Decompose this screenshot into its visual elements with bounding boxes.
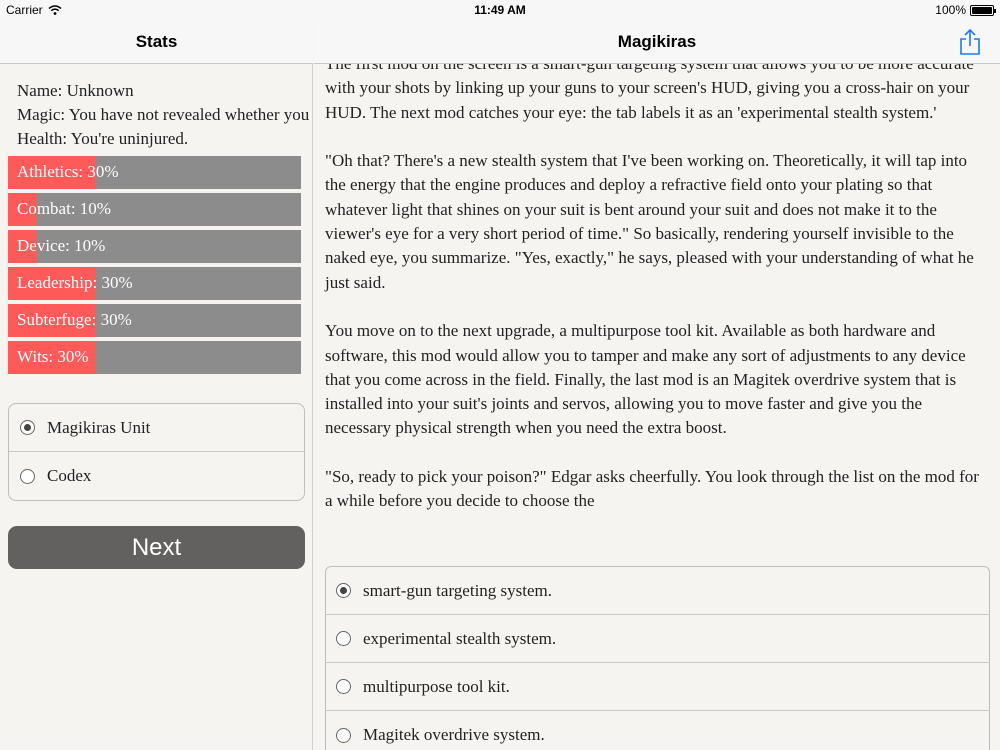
stats-title: Stats: [135, 32, 178, 51]
stat-label: Athletics: 30%: [17, 162, 119, 181]
battery-icon: [970, 5, 994, 16]
choice-label: experimental stealth system.: [363, 628, 557, 648]
stat-label: Wits: 30%: [17, 347, 89, 366]
stat-label: Combat: 10%: [17, 199, 111, 218]
choice-label: smart-gun targeting system.: [363, 580, 553, 600]
story-paragraph: "Oh that? There's a new stealth system that I've been working on. Theoretically, it will tap into the energy that the engine produces and deploy a refractive field onto your plating so that whatever light that shines on your suit is bent around your suit and does not make it to the viewer's eye for a very short period of time." So basically, rendering yourself invisible to the naked eye, you summarize. "Yes, exactly," he says, pleased with your understanding of what he just said.: [325, 151, 974, 292]
choice-label: multipurpose tool kit.: [363, 676, 510, 696]
radio-button-icon[interactable]: [336, 583, 351, 598]
stat-label: Device: 10%: [17, 236, 106, 255]
story-paragraph: with your shots by linking up your guns to your screen's HUD, giving you a cross-hair on your HUD. The next mod catches your eye: the tab labels it as an 'experimental stealth system.': [325, 78, 970, 122]
magic-line: Magic: You have not revealed whether you: [17, 105, 310, 124]
stat-bar-combat: [8, 193, 301, 226]
clock: 11:49 AM: [474, 3, 526, 17]
stat-label: Leadership: 30%: [17, 273, 133, 292]
story-nav-bar: [314, 20, 1000, 64]
option-magikiras-unit[interactable]: [9, 404, 304, 452]
story-text: [325, 52, 990, 538]
status-bar: [0, 0, 1000, 20]
stat-bar-athletics: [8, 156, 301, 189]
stat-bar-device: [8, 230, 301, 263]
story-pane: [314, 0, 1000, 750]
choice-smart-gun[interactable]: [326, 567, 989, 615]
story-paragraph: You move on to the next upgrade, a multipurpose tool kit. Available as both hardware and software, this mod would allow you to tamper and make any sort of adjustments to any device that you come across in the field. Finally, the last mod is an Magitek overdrive system that is installed into your suit's joints and servos, allowing you to move faster and give you the necessary physical strength when you need the extra boost.: [325, 321, 966, 438]
radio-button-icon[interactable]: [336, 679, 351, 694]
stats-view-options: [8, 403, 305, 501]
stat-label: Subterfuge: 30%: [17, 310, 132, 329]
name-line: Name: Unknown: [17, 81, 134, 100]
stat-bars: [8, 156, 301, 378]
stat-bar-leadership: [8, 267, 301, 300]
choice-stealth[interactable]: [326, 615, 989, 663]
choice-list: [325, 566, 990, 750]
choice-label: Magitek overdrive system.: [363, 725, 545, 744]
radio-button-icon[interactable]: [20, 420, 35, 435]
stats-pane: [0, 0, 313, 750]
carrier-label: Carrier: [6, 3, 43, 17]
option-label: Codex: [47, 466, 92, 485]
option-label: Magikiras Unit: [47, 417, 151, 437]
health-line: Health: You're uninjured.: [17, 129, 189, 148]
radio-button-icon[interactable]: [336, 631, 351, 646]
stat-bar-subterfuge: [8, 304, 301, 337]
stat-bar-wits: [8, 341, 301, 374]
choice-overdrive[interactable]: [326, 711, 989, 750]
story-title: Magikiras: [617, 32, 697, 51]
stats-summary: [17, 79, 313, 151]
battery-percent: 100%: [935, 3, 966, 17]
radio-button-icon[interactable]: [336, 728, 351, 743]
radio-button-icon[interactable]: [20, 469, 35, 484]
choice-tool-kit[interactable]: [326, 663, 989, 711]
share-icon[interactable]: [958, 28, 982, 56]
stats-nav-bar: [0, 20, 313, 64]
next-button[interactable]: Next: [8, 526, 305, 569]
battery-info: [935, 3, 994, 17]
option-codex[interactable]: [9, 452, 304, 500]
story-paragraph: "So, ready to pick your poison?" Edgar asks cheerfully. You look through the list on the mod for a while before you decide to choose the: [325, 467, 979, 511]
